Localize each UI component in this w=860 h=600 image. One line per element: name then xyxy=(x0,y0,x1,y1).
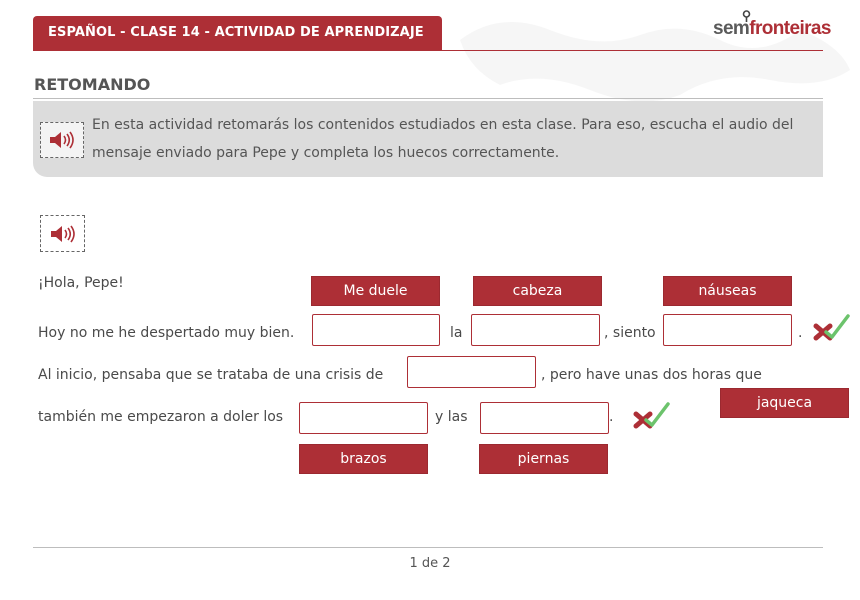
speaker-icon xyxy=(48,130,76,150)
speaker-icon xyxy=(49,224,77,244)
blank-input-6[interactable] xyxy=(480,402,609,434)
line3-mid-text: y las xyxy=(435,409,468,425)
header-divider xyxy=(33,50,823,51)
instruction-audio-button[interactable] xyxy=(40,122,84,158)
instruction-text xyxy=(92,111,812,167)
word-chip-brazos[interactable]: brazos xyxy=(299,444,428,474)
blank-input-3[interactable] xyxy=(663,314,792,346)
word-chip-jaqueca[interactable]: jaqueca xyxy=(720,388,849,418)
course-header-title: ESPAÑOL - CLASE 14 - ACTIVIDAD DE APRENDIZAJE xyxy=(33,16,442,51)
blank-input-5[interactable] xyxy=(299,402,428,434)
logo-accent: fronteiras xyxy=(749,18,831,39)
instruction-line-2: mensaje enviado para Pepe y completa los huecos correctamente. xyxy=(92,145,560,161)
section-divider xyxy=(33,98,823,99)
instruction-line-1: En esta actividad retomarás los contenidos estudiados en esta clase. Para eso, escucha el audio del xyxy=(92,117,794,133)
line1-end-text: , siento xyxy=(604,325,656,341)
footer-divider xyxy=(33,547,823,548)
line2-end-text: , pero have unas dos horas que xyxy=(541,367,762,383)
line2-start-text: Al inicio, pensaba que se trataba de una crisis de xyxy=(38,367,384,383)
logo-main: sem xyxy=(713,18,750,39)
blank-input-4[interactable] xyxy=(407,356,536,388)
word-chip-nauseas[interactable]: náuseas xyxy=(663,276,792,306)
blank-input-1[interactable] xyxy=(312,314,440,346)
message-audio-button[interactable] xyxy=(40,215,85,252)
line3-start-text: también me empezaron a doler los xyxy=(38,409,284,425)
blank-input-2[interactable] xyxy=(471,314,600,346)
section-title: RETOMANDO xyxy=(34,75,151,94)
line1-mid-text: la xyxy=(450,325,463,341)
semfronteiras-logo xyxy=(713,18,831,40)
greeting-text: ¡Hola, Pepe! xyxy=(38,275,124,291)
page-indicator: 1 de 2 xyxy=(409,556,451,571)
word-chip-cabeza[interactable]: cabeza xyxy=(473,276,602,306)
line1-dot-text: . xyxy=(798,325,803,341)
word-chip-me-duele[interactable]: Me duele xyxy=(311,276,440,306)
word-chip-piernas[interactable]: piernas xyxy=(479,444,608,474)
check-icon[interactable] xyxy=(812,312,852,344)
line3-dot-text: . xyxy=(609,409,614,425)
line1-start-text: Hoy no me he despertado muy bien. xyxy=(38,325,295,341)
check-icon[interactable] xyxy=(632,400,672,432)
